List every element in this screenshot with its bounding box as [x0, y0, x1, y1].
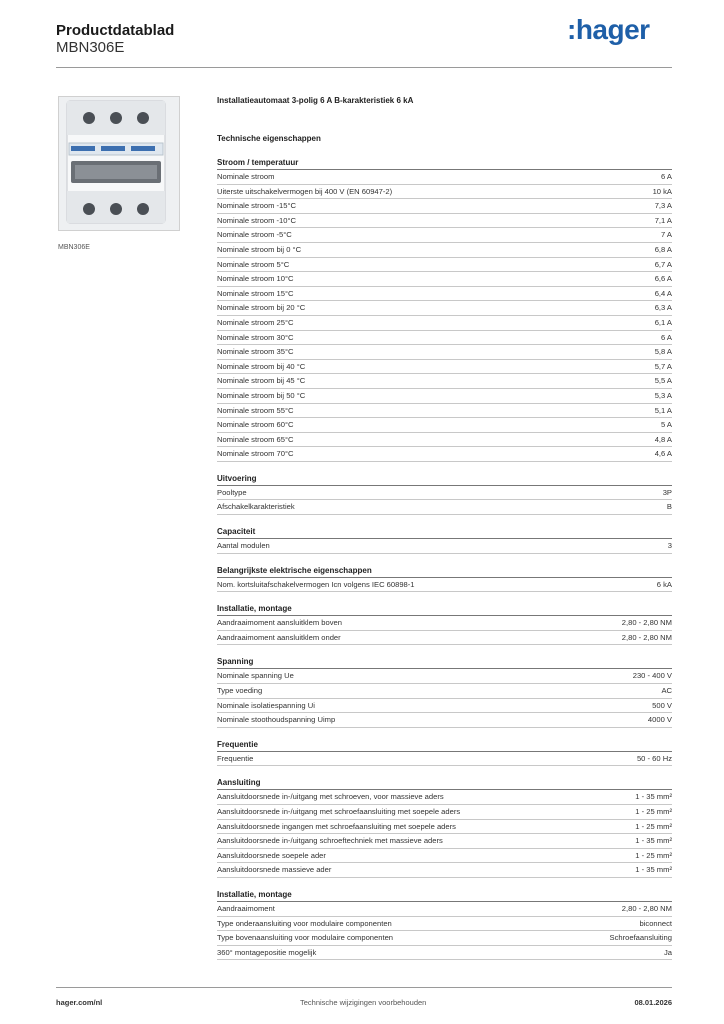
spec-row	[217, 214, 672, 229]
spec-label: Nom. kortsluitafschakelvermogen Icn volgens IEC 60898-1	[217, 579, 415, 589]
spec-label: Nominale stroom 25°C	[217, 317, 294, 327]
footer-date: 08.01.2026	[634, 998, 672, 1007]
spec-label: Aandraaimoment aansluitklem boven	[217, 618, 342, 628]
section-title: Capaciteit	[217, 525, 672, 539]
spec-value: 4,8 A	[654, 434, 672, 444]
spec-section	[217, 472, 672, 515]
spec-label: Aansluitdoorsnede in-/uitgang met schroefaansluiting met soepele aders	[217, 807, 461, 816]
spec-row	[217, 228, 672, 243]
section-title: Stroom / temperatuur	[217, 156, 672, 170]
spec-value: AC	[661, 686, 672, 696]
spec-section	[217, 156, 672, 462]
spec-row	[217, 669, 672, 684]
spec-value: 3	[667, 541, 672, 551]
spec-label: Nominale stroom 55°C	[217, 405, 294, 415]
spec-label: Aansluitdoorsnede ingangen met schroefaansluiting met soepele aders	[217, 821, 456, 831]
spec-row	[217, 185, 672, 200]
spec-row	[217, 631, 672, 646]
footer-disclaimer: Technische wijzigingen voorbehouden	[300, 998, 427, 1007]
spec-value: 6,4 A	[654, 288, 672, 298]
product-code: MBN306E	[56, 39, 125, 56]
spec-label: Aansluitdoorsnede in-/uitgang met schroeven, voor massieve aders	[217, 792, 444, 802]
spec-value: 5,3 A	[654, 390, 672, 400]
spec-value: 5,5 A	[654, 376, 672, 386]
spec-value: 5,8 A	[654, 347, 672, 357]
spec-row	[217, 834, 672, 849]
spec-section	[217, 738, 672, 767]
spec-value: 1 - 35 mm²	[635, 865, 672, 875]
page-title: Productdatablad	[56, 22, 175, 39]
spec-row	[217, 404, 672, 419]
spec-row	[217, 258, 672, 273]
spec-row	[217, 699, 672, 714]
spec-label: Nominale spanning Ue	[217, 671, 294, 681]
spec-label: Nominale stroom bij 50 °C	[217, 390, 306, 400]
spec-label: Aansluitdoorsnede soepele ader	[217, 850, 326, 860]
spec-label: Nominale stroom 70°C	[217, 449, 294, 459]
section-title: Belangrijkste elektrische eigenschappen	[217, 564, 672, 578]
spec-row	[217, 418, 672, 433]
spec-row	[217, 849, 672, 864]
spec-value: 6 kA	[656, 579, 672, 589]
spec-label: Nominale stroom bij 0 °C	[217, 244, 302, 254]
spec-value: 50 - 60 Hz	[636, 753, 672, 763]
spec-value: 3P	[662, 487, 672, 497]
spec-label: Aandraaimoment	[217, 903, 275, 913]
spec-label: Nominale stroom 35°C	[217, 347, 294, 357]
spec-label: Type bovenaansluiting voor modulaire componenten	[217, 933, 394, 943]
section-title: Installatie, montage	[217, 888, 672, 902]
spec-value: 4,6 A	[654, 449, 672, 459]
spec-value: 230 - 400 V	[632, 671, 672, 681]
spec-value: 2,80 - 2,80 NM	[621, 632, 672, 642]
spec-label: Nominale stoothoudspanning Uimp	[217, 715, 336, 725]
spec-row	[217, 902, 672, 917]
spec-value: 500 V	[652, 700, 672, 710]
spec-label: Aandraaimoment aansluitklem onder	[217, 632, 341, 642]
spec-value: 7,1 A	[654, 215, 672, 225]
spec-label: Aantal modulen	[217, 541, 270, 551]
spec-value: Ja	[663, 947, 672, 957]
spec-value: 5,7 A	[654, 361, 672, 371]
spec-value: 6 A	[661, 332, 672, 342]
header-divider	[56, 67, 672, 68]
spec-row	[217, 917, 672, 932]
spec-sections	[217, 156, 672, 960]
spec-label: Uiterste uitschakelvermogen bij 400 V (EN 60947-2)	[217, 186, 393, 196]
spec-label: Nominale stroom bij 20 °C	[217, 303, 306, 313]
spec-section	[217, 888, 672, 960]
spec-value: 6,7 A	[654, 259, 672, 269]
spec-label: Type voeding	[217, 686, 263, 696]
spec-section	[217, 776, 672, 878]
spec-row	[217, 931, 672, 946]
spec-row	[217, 863, 672, 878]
spec-row	[217, 805, 672, 820]
product-description: Installatieautomaat 3-polig 6 A B-karakteristiek 6 kA	[217, 96, 414, 105]
spec-row	[217, 752, 672, 767]
tech-properties-heading: Technische eigenschappen	[217, 134, 321, 143]
spec-label: Nominale stroom 30°C	[217, 332, 294, 342]
spec-row	[217, 331, 672, 346]
spec-row	[217, 170, 672, 185]
section-title: Uitvoering	[217, 472, 672, 486]
product-image-caption: MBN306E	[58, 244, 90, 251]
spec-value: 1 - 35 mm²	[635, 792, 672, 802]
spec-row	[217, 616, 672, 631]
spec-value: 1 - 25 mm²	[635, 850, 672, 860]
spec-section	[217, 655, 672, 727]
spec-value: B	[666, 502, 672, 512]
spec-value: 4000 V	[647, 715, 672, 725]
spec-value: 10 kA	[652, 186, 672, 196]
circuit-breaker-illustration	[59, 97, 179, 230]
footer-website[interactable]: hager.com/nl	[56, 998, 103, 1007]
spec-row	[217, 316, 672, 331]
spec-label: Type onderaansluiting voor modulaire componenten	[217, 918, 392, 928]
spec-row	[217, 389, 672, 404]
spec-section	[217, 602, 672, 645]
spec-value: 6,8 A	[654, 244, 672, 254]
section-title: Spanning	[217, 655, 672, 669]
spec-value: 6,6 A	[654, 274, 672, 284]
spec-label: 360° montagepositie mogelijk	[217, 947, 317, 957]
section-title: Frequentie	[217, 738, 672, 752]
product-image	[58, 96, 180, 231]
spec-label: Nominale stroom -10°C	[217, 215, 297, 225]
spec-value: 1 - 25 mm²	[635, 821, 672, 831]
spec-value: 7,3 A	[654, 201, 672, 211]
spec-label: Aansluitdoorsnede in-/uitgang schroeftechniek met massieve aders	[217, 836, 443, 846]
spec-row	[217, 433, 672, 448]
spec-row	[217, 374, 672, 389]
spec-row	[217, 301, 672, 316]
spec-label: Nominale stroom	[217, 172, 275, 181]
spec-label: Nominale stroom 5°C	[217, 259, 290, 269]
spec-label: Nominale stroom bij 40 °C	[217, 361, 306, 371]
spec-row	[217, 578, 672, 593]
spec-label: Frequentie	[217, 753, 254, 763]
spec-row	[217, 713, 672, 728]
spec-label: Nominale stroom -15°C	[217, 201, 297, 211]
spec-row	[217, 447, 672, 462]
spec-row	[217, 360, 672, 375]
spec-label: Nominale stroom 15°C	[217, 288, 294, 298]
spec-row	[217, 820, 672, 835]
spec-value: 6,3 A	[654, 303, 672, 313]
spec-label: Aansluitdoorsnede massieve ader	[217, 865, 332, 875]
spec-row	[217, 539, 672, 554]
spec-row	[217, 243, 672, 258]
spec-label: Nominale stroom 65°C	[217, 434, 294, 444]
spec-row	[217, 345, 672, 360]
spec-value: 5 A	[661, 420, 672, 430]
spec-value: 6,1 A	[654, 317, 672, 327]
hager-logo: :hager	[567, 14, 650, 45]
spec-label: Nominale stroom 60°C	[217, 420, 294, 430]
spec-value: biconnect	[639, 918, 672, 928]
spec-value: 1 - 35 mm²	[635, 836, 672, 846]
spec-row	[217, 199, 672, 214]
section-title: Aansluiting	[217, 776, 672, 790]
spec-label: Pooltype	[217, 487, 247, 497]
spec-value: 2,80 - 2,80 NM	[621, 903, 672, 913]
spec-label: Nominale stroom 10°C	[217, 274, 294, 284]
spec-row	[217, 287, 672, 302]
spec-row	[217, 486, 672, 501]
spec-value: 7 A	[661, 230, 672, 240]
section-title: Installatie, montage	[217, 602, 672, 616]
spec-value: 1 - 25 mm²	[635, 807, 672, 816]
spec-value: 2,80 - 2,80 NM	[621, 618, 672, 628]
spec-row	[217, 500, 672, 515]
spec-value: 6 A	[661, 172, 672, 181]
footer-divider	[56, 987, 672, 988]
spec-value: 5,1 A	[654, 405, 672, 415]
spec-row	[217, 946, 672, 961]
spec-content	[217, 94, 672, 970]
spec-label: Nominale stroom bij 45 °C	[217, 376, 306, 386]
spec-row	[217, 272, 672, 287]
spec-row	[217, 790, 672, 805]
spec-label: Nominale isolatiespanning Ui	[217, 700, 315, 710]
spec-label: Afschakelkarakteristiek	[217, 502, 295, 512]
spec-section	[217, 564, 672, 593]
spec-row	[217, 684, 672, 699]
spec-value: Schroefaansluiting	[609, 933, 672, 943]
spec-label: Nominale stroom -5°C	[217, 230, 292, 240]
spec-section	[217, 525, 672, 554]
